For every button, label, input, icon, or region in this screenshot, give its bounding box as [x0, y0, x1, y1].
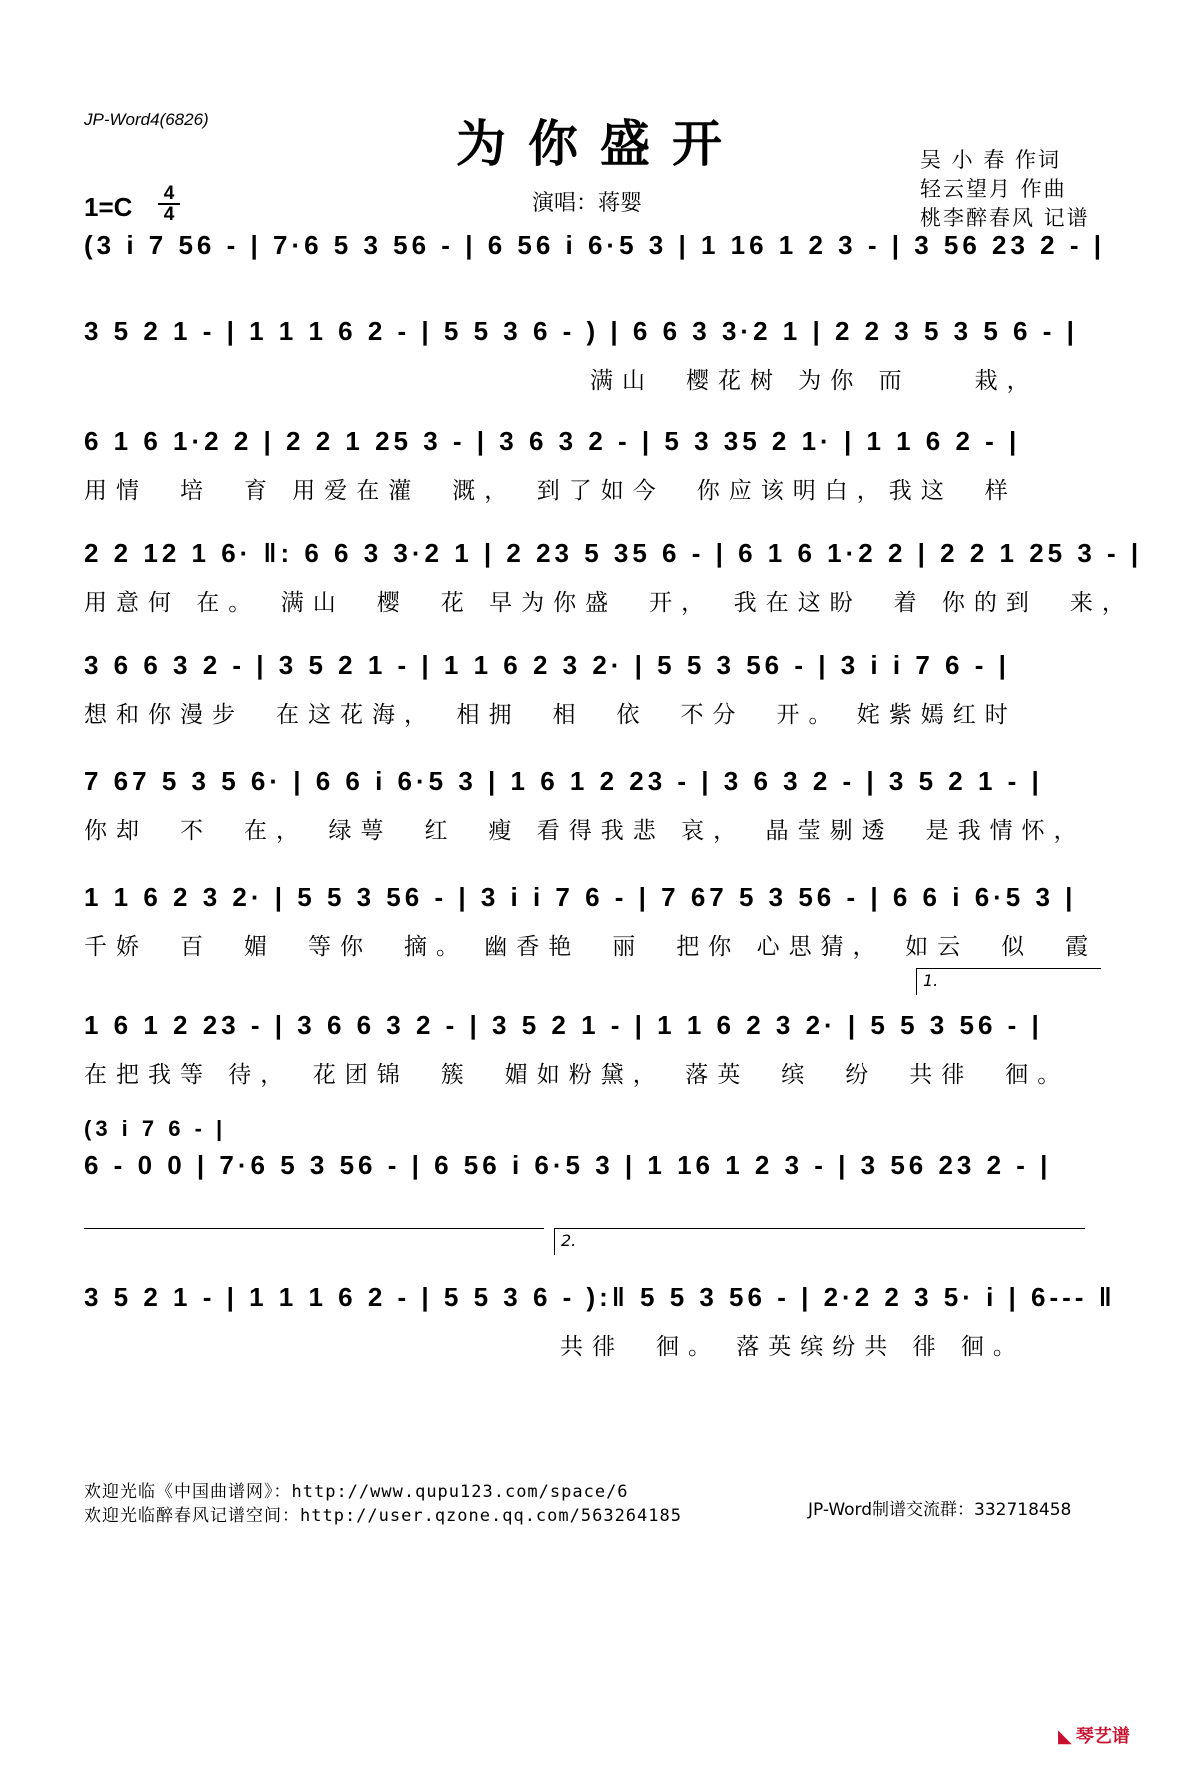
notation: 6 - 0 0 | 7·6 5 3 56 - | 6 56 i 6·5 3 | 1 16 1 2 3 - | 3 56 23 2 - | [84, 1150, 1052, 1180]
software-tag: JP-Word4(6826) [84, 110, 209, 129]
footer-link-1[interactable]: 欢迎光临《中国曲谱网》：http://www.qupu123.com/space/6 [84, 1482, 629, 1502]
time-sig-top: 4 [163, 183, 175, 204]
notation: 2 2 12 1 6· ‖: 6 6 3 3·2 1 | 2 23 5 35 6 - | 6 1 6 1·2 2 | 2 2 1 25 3 - | [84, 538, 1143, 568]
notation: (3 i 7 56 - | 7·6 5 3 56 - | 6 56 i 6·5 3 | 1 16 1 2 3 - | 3 56 23 2 - | [84, 230, 1106, 260]
watermark-text: 琴艺谱 [1075, 1726, 1130, 1747]
watermark-logo [1058, 1722, 1130, 1748]
lyrics: 用意何 在。 满山 樱 花 早为你盛 开， 我在这盼 着 你的到 来， [84, 590, 1134, 616]
logo-icon: ◣ [1058, 1726, 1072, 1747]
repeat-line [84, 1228, 544, 1229]
lyrics: 共徘 徊。 落英缤纷共 徘 徊。 [560, 1334, 1025, 1360]
time-sig-bottom: 4 [158, 203, 180, 224]
first-ending-label: 1. [923, 971, 939, 990]
notation: 3 5 2 1 - | 1 1 1 6 2 - | 5 5 3 6 - ):‖ 5 5 3 56 - | 2·2 2 3 5· i | 6--- ‖ [84, 1282, 1116, 1312]
footer-links [84, 1480, 682, 1528]
notation: 3 5 2 1 - | 1 1 1 6 2 - | 5 5 3 6 - ) | 6 6 3 3·2 1 | 2 2 3 5 3 5 6 - | [84, 316, 1078, 346]
notation: 7 67 5 3 5 6· | 6 6 i 6·5 3 | 1 6 1 2 23 - | 3 6 3 2 - | 3 5 2 1 - | [84, 766, 1043, 796]
notation: 1 6 1 2 23 - | 3 6 6 3 2 - | 3 5 2 1 - | 1 1 6 2 3 2· | 5 5 3 56 - | [84, 1010, 1043, 1040]
group-info: JP-Word制谱交流群：332718458 [808, 1500, 1072, 1520]
transcriber: 桃李醉春风 记谱 [920, 206, 1090, 230]
second-ending-bracket [554, 1228, 1085, 1255]
time-signature [158, 184, 180, 224]
footer-link-2[interactable]: 欢迎光临醉春风记谱空间：http://user.qzone.qq.com/563264185 [84, 1506, 682, 1526]
credits [920, 146, 1090, 233]
lyrics: 你却 不 在， 绿萼 红 瘦 看得我悲 哀， 晶莹剔透 是我情怀， [84, 818, 1086, 844]
lyrics: 满山 樱花树 为你 而 栽， [590, 368, 1039, 394]
lyrics: 千娇 百 媚 等你 摘。 幽香艳 丽 把你 心思猜， 如云 似 霞 [84, 934, 1098, 960]
notation: 6 1 6 1·2 2 | 2 2 1 25 3 - | 3 6 3 2 - | 5 3 35 2 1· | 1 1 6 2 - | [84, 426, 1021, 456]
lyricist: 吴 小 春 作词 [920, 148, 1062, 172]
second-ending-label: 2. [561, 1231, 577, 1250]
key-signature: 1=C [84, 192, 133, 222]
notation: 3 6 6 3 2 - | 3 5 2 1 - | 1 1 6 2 3 2· | 5 5 3 56 - | 3 i i 7 6 - | [84, 650, 1010, 680]
lyrics: 在把我等 待， 花团锦 簇 媚如粉黛， 落英 缤 纷 共徘 徊。 [84, 1062, 1070, 1088]
composer: 轻云望月 作曲 [920, 177, 1067, 201]
notation: 1 1 6 2 3 2· | 5 5 3 56 - | 3 i i 7 6 - | 7 67 5 3 56 - | 6 6 i 6·5 3 | [84, 882, 1077, 912]
first-ending-bracket [916, 968, 1101, 995]
lyrics: 用情 培 育 用爱在灌 溉， 到了如今 你应该明白，我这 样 [84, 478, 1017, 504]
lyrics: 想和你漫步 在这花海， 相拥 相 依 不分 开。 姹紫嫣红时 [84, 702, 1017, 728]
upper-staff-notation: (3 i 7 6 - | [84, 1116, 227, 1141]
singer: 演唱：蒋婴 [532, 191, 643, 216]
song-title: 为你盛开 [456, 114, 744, 173]
